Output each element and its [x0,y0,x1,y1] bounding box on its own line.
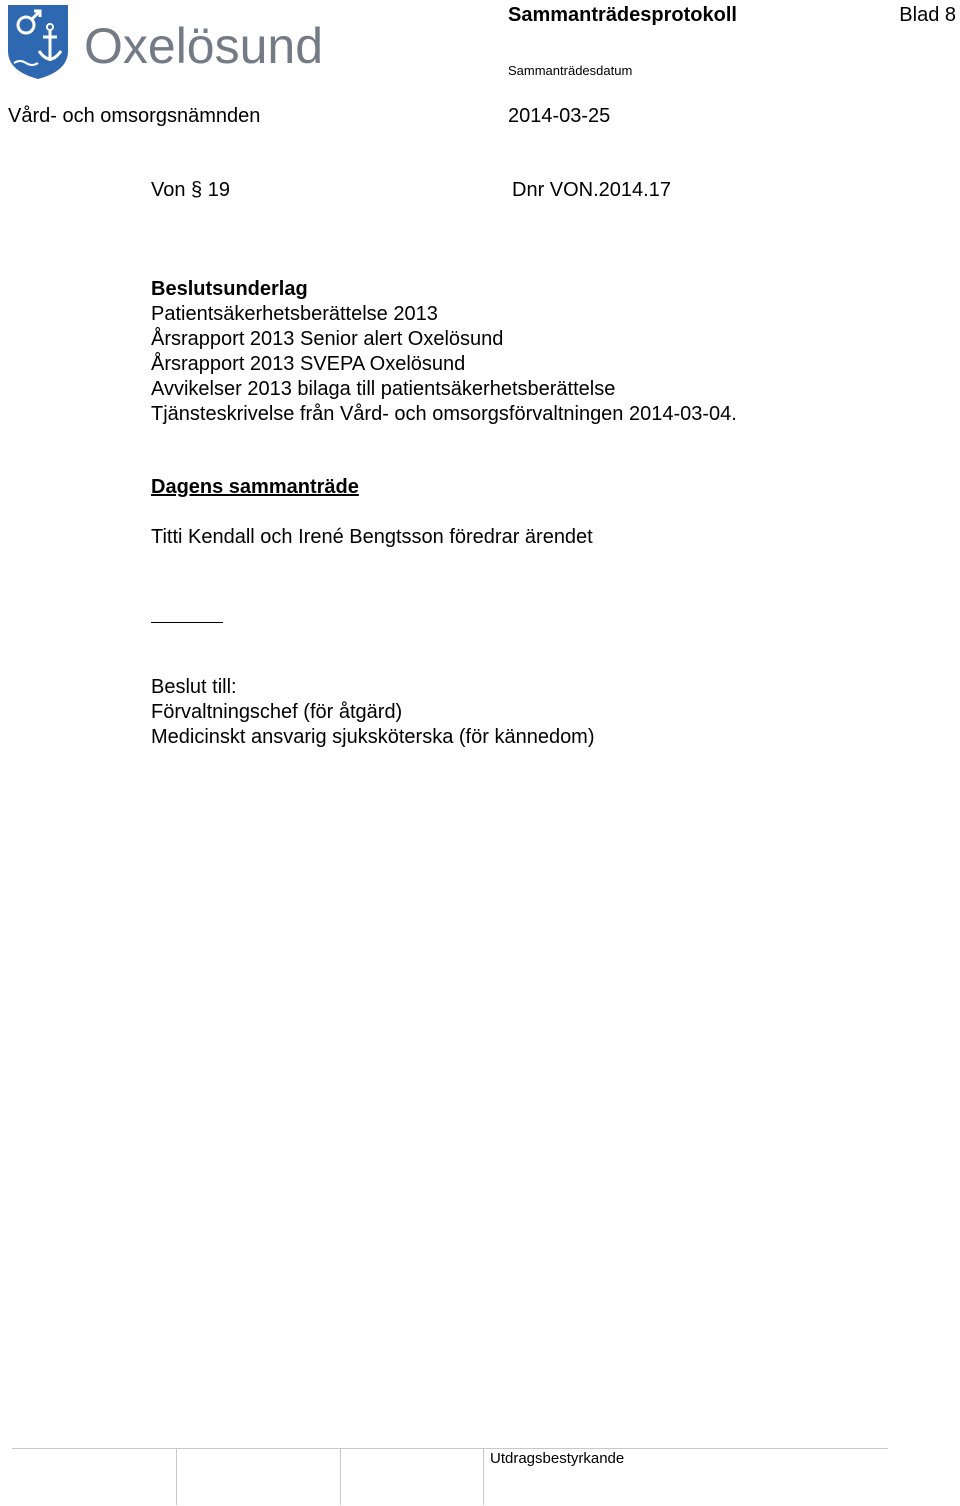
basis-item: Årsrapport 2013 SVEPA Oxelösund [151,353,466,375]
basis-item: Årsrapport 2013 Senior alert Oxelösund [151,328,504,350]
meeting-heading: Dagens sammanträde [151,476,359,498]
board-name: Vård- och omsorgsnämnden [8,105,261,127]
page-number: Blad 8 [899,4,956,26]
recipient-item: Förvaltningschef (för åtgärd) [151,701,403,723]
oxelosund-logo [6,3,346,86]
basis-item: Avvikelser 2013 bilaga till patientsäkerhetsberättelse [151,378,616,400]
separator-line [151,622,223,623]
decision-heading: Beslut till: [151,676,237,698]
meeting-date-label: Sammanträdesdatum [508,63,633,78]
logo-wordmark: Oxelösund [84,18,324,74]
recipient-item: Medicinskt ansvarig sjuksköterska (för kännedom) [151,726,595,748]
coat-of-arms-icon [6,3,346,81]
decision-recipients [151,675,595,750]
certification-label: Utdragsbestyrkande [490,1450,625,1467]
paragraph-number: Von § 19 [151,179,230,201]
basis-item: Tjänsteskrivelse från Vård- och omsorgsförvaltningen 2014-03-04. [151,403,737,425]
meeting-text: Titti Kendall och Irené Bengtsson föredrar ärendet [151,526,593,548]
signature-box-divider [483,1449,484,1505]
decision-basis-heading: Beslutsunderlag [151,278,308,300]
footer-divider [12,1448,888,1449]
basis-item: Patientsäkerhetsberättelse 2013 [151,303,438,325]
signature-box-divider [176,1449,177,1505]
document-title: Sammanträdesprotokoll [508,4,737,26]
diary-number: Dnr VON.2014.17 [512,179,671,201]
decision-basis [151,277,737,427]
meeting-date: 2014-03-25 [508,105,611,127]
signature-box-divider [340,1449,341,1505]
